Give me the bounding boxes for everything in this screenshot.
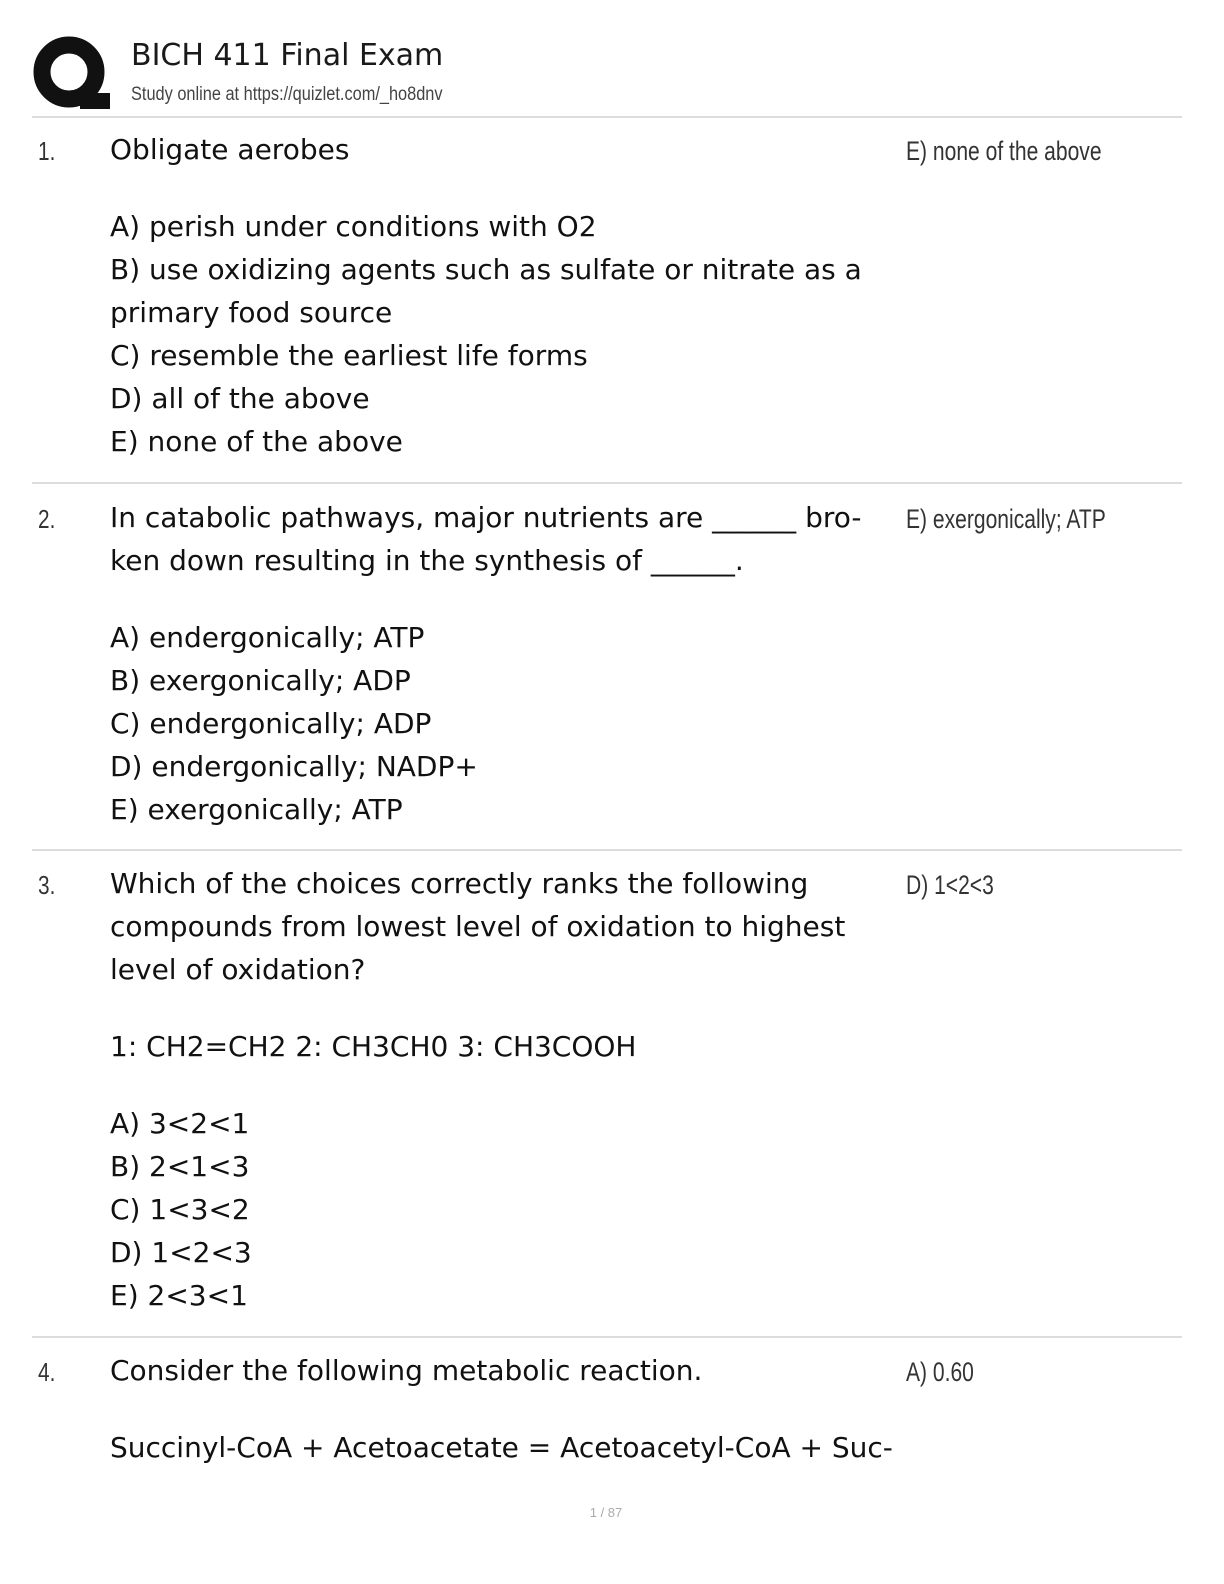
choice: D) all of the above xyxy=(110,382,370,415)
choice: A) 3<2<1 xyxy=(110,1107,250,1140)
answer-text: A) 0.60 xyxy=(906,1357,974,1387)
choice: C) endergonically; ADP xyxy=(110,707,432,740)
question-card xyxy=(110,496,900,831)
question-text: Which of the choices correctly ranks the following xyxy=(110,867,809,900)
question-card xyxy=(110,1349,900,1469)
question-text: Consider the following metabolic reaction. xyxy=(110,1354,703,1387)
question-card xyxy=(110,128,900,463)
answer-text: D) 1<2<3 xyxy=(906,870,994,900)
compound-list: 1: CH2=CH2 2: CH3CH0 3: CH3COOH xyxy=(110,1030,637,1063)
choice: C) 1<3<2 xyxy=(110,1193,250,1226)
page-title: BICH 411 Final Exam xyxy=(131,38,444,73)
quizlet-logo-icon xyxy=(32,33,112,113)
header-divider xyxy=(32,116,1182,118)
choice: A) perish under conditions with O2 xyxy=(110,210,597,243)
question-divider xyxy=(32,1336,1182,1338)
question-text: Obligate aerobes xyxy=(110,133,350,166)
choice: B) exergonically; ADP xyxy=(110,664,411,697)
choice: E) none of the above xyxy=(110,425,403,458)
question-divider xyxy=(32,849,1182,851)
choice: D) 1<2<3 xyxy=(110,1236,252,1269)
question-number: 4. xyxy=(38,1357,56,1387)
choice: D) endergonically; NADP+ xyxy=(110,750,478,783)
answer-text: E) none of the above xyxy=(906,136,1102,166)
choice: C) resemble the earliest life forms xyxy=(110,339,588,372)
answer-text: E) exergonically; ATP xyxy=(906,504,1106,534)
study-link[interactable]: Study online at https://quizlet.com/_ho8dnv xyxy=(131,84,443,105)
question-divider xyxy=(32,482,1182,484)
question-text: compounds from lowest level of oxidation to highest xyxy=(110,910,846,943)
question-number: 1. xyxy=(38,136,56,166)
question-text: level of oxidation? xyxy=(110,953,366,986)
choice: B) 2<1<3 xyxy=(110,1150,250,1183)
choice: primary food source xyxy=(110,296,393,329)
question-card xyxy=(110,862,900,1317)
question-text: In catabolic pathways, major nutrients are ______ bro- xyxy=(110,501,862,534)
page-number: 1 / 87 xyxy=(589,1505,623,1520)
choice: E) 2<3<1 xyxy=(110,1279,248,1312)
choice: B) use oxidizing agents such as sulfate or nitrate as a xyxy=(110,253,862,286)
question-number: 2. xyxy=(38,504,56,534)
question-number: 3. xyxy=(38,870,56,900)
reaction-text: Succinyl-CoA + Acetoacetate = Acetoacetyl-CoA + Suc- xyxy=(110,1431,893,1464)
choice: A) endergonically; ATP xyxy=(110,621,425,654)
question-text: ken down resulting in the synthesis of ______. xyxy=(110,544,744,577)
choice: E) exergonically; ATP xyxy=(110,793,403,826)
